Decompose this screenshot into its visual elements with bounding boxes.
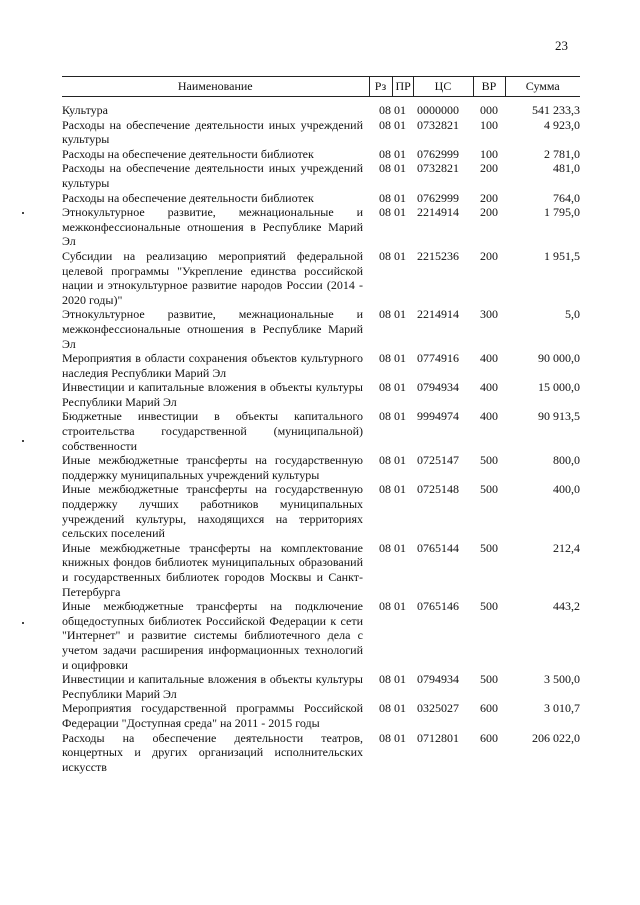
- cell-name: Этнокультурное развитие, межнациональные и межконфессиональные отношения в Республике Марий Эл: [62, 205, 363, 249]
- cell-cs: 0774916: [417, 351, 459, 366]
- margin-mark: [22, 212, 24, 214]
- cell-pr: 01: [394, 351, 406, 366]
- cell-vr: 100: [480, 146, 498, 161]
- table-row: [62, 672, 580, 701]
- cell-name: Инвестиции и капитальные вложения в объекты культуры Республики Марий Эл: [62, 380, 363, 409]
- cell-vr: 500: [480, 482, 498, 497]
- cell-vr: 500: [480, 672, 498, 687]
- cell-rz: 08: [379, 540, 391, 555]
- cell-name: Расходы на обеспечение деятельности театров, концертных и других организаций исполнительских искусств: [62, 730, 363, 774]
- cell-vr: 500: [480, 540, 498, 555]
- cell-name: Иные межбюджетные трансферты на комплектование книжных фондов библиотек муниципальных образований и государственных библиотек городов Москвы и Санкт-Петербурга: [62, 540, 363, 599]
- cell-rz: 08: [379, 701, 391, 716]
- cell-vr: 400: [480, 380, 498, 395]
- cell-vr: 300: [480, 307, 498, 322]
- cell-pr: 01: [394, 482, 406, 497]
- cell-sum: 1 795,0: [544, 205, 580, 220]
- cell-pr: 01: [394, 380, 406, 395]
- cell-pr: 01: [394, 599, 406, 614]
- cell-name: Иные межбюджетные трансферты на государственную поддержку муниципальных учреждений культуры: [62, 453, 363, 482]
- cell-cs: 2214914: [417, 205, 459, 220]
- cell-sum: 212,4: [553, 540, 580, 555]
- cell-sum: 3 500,0: [544, 672, 580, 687]
- table-row: [62, 205, 580, 249]
- cell-sum: 1 951,5: [544, 248, 580, 263]
- table-row: [62, 97, 580, 118]
- cell-cs: 2215236: [417, 248, 459, 263]
- cell-cs: 0725147: [417, 453, 459, 468]
- cell-vr: 600: [480, 730, 498, 745]
- cell-pr: 01: [394, 205, 406, 220]
- cell-rz: 08: [379, 599, 391, 614]
- cell-cs: 0325027: [417, 701, 459, 716]
- cell-cs: 0000000: [417, 103, 459, 117]
- cell-pr: 01: [394, 540, 406, 555]
- cell-pr: 01: [394, 453, 406, 468]
- cell-sum: 541 233,3: [532, 103, 580, 117]
- cell-cs: 0794934: [417, 380, 459, 395]
- table-row: [62, 541, 580, 599]
- cell-name: Бюджетные инвестиции в объекты капитального строительства государственной (муниципальной) собственности: [62, 409, 363, 453]
- cell-cs: 0712801: [417, 730, 459, 745]
- cell-cs: 0732821: [417, 117, 459, 132]
- cell-pr: 01: [394, 409, 406, 424]
- cell-name: Мероприятия в области сохранения объектов культурного наследия Республики Марий Эл: [62, 351, 363, 380]
- cell-sum: 4 923,0: [544, 117, 580, 132]
- cell-vr: 000: [480, 103, 498, 117]
- cell-cs: 0765144: [417, 540, 459, 555]
- cell-name: Культура: [62, 103, 108, 117]
- table-body: [62, 97, 580, 775]
- cell-vr: 100: [480, 117, 498, 132]
- col-header-pr: ПР: [392, 77, 413, 97]
- cell-rz: 08: [379, 161, 391, 176]
- cell-sum: 5,0: [565, 307, 580, 322]
- cell-vr: 400: [480, 409, 498, 424]
- cell-rz: 08: [379, 307, 391, 322]
- cell-cs: 0762999: [417, 190, 459, 205]
- cell-sum: 2 781,0: [544, 146, 580, 161]
- cell-pr: 01: [394, 701, 406, 716]
- cell-sum: 206 022,0: [532, 730, 580, 745]
- cell-name: Мероприятия государственной программы Российской Федерации "Доступная среда" на 2011 - 2015 годы: [62, 701, 363, 730]
- cell-vr: 200: [480, 248, 498, 263]
- margin-mark: [22, 622, 24, 624]
- budget-table: [62, 76, 580, 774]
- cell-vr: 500: [480, 599, 498, 614]
- cell-cs: 0762999: [417, 146, 459, 161]
- cell-pr: 01: [394, 117, 406, 132]
- table-row: [62, 307, 580, 351]
- page-number: 23: [555, 38, 568, 53]
- table-row: [62, 147, 580, 162]
- cell-sum: 481,0: [553, 161, 580, 176]
- cell-rz: 08: [379, 146, 391, 161]
- cell-pr: 01: [394, 730, 406, 745]
- cell-cs: 0725148: [417, 482, 459, 497]
- col-header-vr: ВР: [473, 77, 505, 97]
- cell-pr: 01: [394, 307, 406, 322]
- cell-rz: 08: [379, 380, 391, 395]
- cell-name: Этнокультурное развитие, межнациональные и межконфессиональные отношения в Республике Марий Эл: [62, 307, 363, 351]
- cell-vr: 200: [480, 205, 498, 220]
- cell-sum: 400,0: [553, 482, 580, 497]
- cell-name: Иные межбюджетные трансферты на государственную поддержку лучших работников муниципальных учреждений культуры, находящихся на территориях сельских поселений: [62, 482, 363, 541]
- table-row: [62, 249, 580, 307]
- table-row: [62, 701, 580, 730]
- cell-cs: 2214914: [417, 307, 459, 322]
- cell-rz: 08: [379, 672, 391, 687]
- col-header-name: Наименование: [62, 77, 369, 97]
- col-header-sum: Сумма: [505, 77, 580, 97]
- cell-vr: 400: [480, 351, 498, 366]
- cell-vr: 200: [480, 190, 498, 205]
- table-row: [62, 118, 580, 147]
- cell-sum: 443,2: [553, 599, 580, 614]
- cell-cs: 0765146: [417, 599, 459, 614]
- cell-name: Инвестиции и капитальные вложения в объекты культуры Республики Марий Эл: [62, 672, 363, 701]
- cell-rz: 08: [379, 248, 391, 263]
- cell-name: Расходы на обеспечение деятельности библиотек: [62, 146, 314, 161]
- cell-rz: 08: [379, 117, 391, 132]
- table-row: [62, 380, 580, 409]
- cell-pr: 01: [394, 161, 406, 176]
- cell-rz: 08: [379, 103, 391, 117]
- cell-pr: 01: [394, 672, 406, 687]
- cell-rz: 08: [379, 409, 391, 424]
- cell-vr: 200: [480, 161, 498, 176]
- cell-pr: 01: [394, 248, 406, 263]
- table-row: [62, 409, 580, 453]
- table-row: [62, 599, 580, 672]
- cell-rz: 08: [379, 190, 391, 205]
- cell-pr: 01: [394, 190, 406, 205]
- table-row: [62, 453, 580, 482]
- cell-vr: 600: [480, 701, 498, 716]
- col-header-cs: ЦС: [413, 77, 473, 97]
- table-row: [62, 482, 580, 540]
- cell-sum: 800,0: [553, 453, 580, 468]
- margin-mark: [22, 440, 24, 442]
- cell-rz: 08: [379, 482, 391, 497]
- cell-name: Субсидии на реализацию мероприятий федеральной целевой программы "Укрепление единства российской нации и этнокультурное развитие народов России (2014 - 2020 годы)": [62, 248, 363, 307]
- cell-vr: 500: [480, 453, 498, 468]
- col-header-rz: Рз: [369, 77, 392, 97]
- cell-name: Расходы на обеспечение деятельности иных учреждений культуры: [62, 117, 363, 147]
- table-row: [62, 731, 580, 775]
- table-row: [62, 351, 580, 380]
- cell-sum: 15 000,0: [538, 380, 580, 395]
- cell-name: Расходы на обеспечение деятельности иных учреждений культуры: [62, 161, 363, 190]
- cell-sum: 764,0: [553, 190, 580, 205]
- cell-rz: 08: [379, 205, 391, 220]
- cell-rz: 08: [379, 730, 391, 745]
- table-row: [62, 161, 580, 190]
- cell-cs: 9994974: [417, 409, 459, 424]
- cell-sum: 90 000,0: [538, 351, 580, 366]
- cell-cs: 0732821: [417, 161, 459, 176]
- cell-rz: 08: [379, 351, 391, 366]
- cell-rz: 08: [379, 453, 391, 468]
- cell-sum: 3 010,7: [544, 701, 580, 716]
- cell-pr: 01: [394, 103, 406, 117]
- cell-name: Иные межбюджетные трансферты на подключение общедоступных библиотек Российской Федерации к сети "Интернет" и развитие системы библиотечного дела с учетом задачи расширения информационных технологий и оцифровки: [62, 599, 363, 672]
- cell-name: Расходы на обеспечение деятельности библиотек: [62, 190, 314, 205]
- table-row: [62, 191, 580, 206]
- cell-pr: 01: [394, 146, 406, 161]
- table-header-row: [62, 77, 580, 97]
- cell-sum: 90 913,5: [538, 409, 580, 424]
- cell-cs: 0794934: [417, 672, 459, 687]
